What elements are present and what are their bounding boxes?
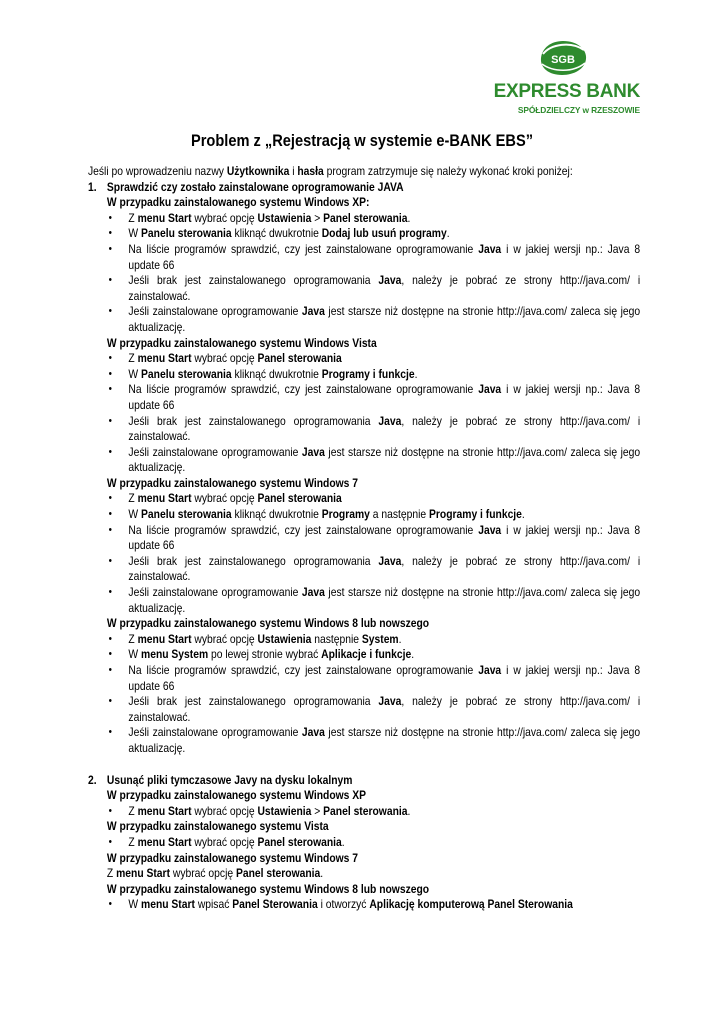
list-item: • W menu System po lewej stronie wybrać Aplikacje i funkcje. — [88, 647, 640, 663]
list-item: • Jeśli zainstalowane oprogramowanie Java jest starsze niż dostępne na stronie http://java.com/ zaleca się jego aktualizację. — [88, 585, 640, 616]
list-item: • Z menu Start wybrać opcję Ustawienia > Panel sterowania. — [88, 804, 640, 820]
logo-line1: EXPRESS BANK — [493, 81, 640, 102]
list-item: • Na liście programów sprawdzić, czy jest zainstalowane oprogramowanie Java i w jakiej wersji np.: Java 8 update 66 — [88, 523, 640, 554]
list-item: • Z menu Start wybrać opcję Panel sterowania — [88, 351, 640, 367]
subheading-windows-vista: W przypadku zainstalowanego systemu Vista — [106, 819, 329, 834]
bank-logo — [490, 38, 640, 118]
list-item: • Z menu Start wybrać opcję Ustawienia następnie System. — [88, 632, 640, 648]
step-heading: Usunąć pliki tymczasowe Javy na dysku lokalnym — [106, 772, 353, 787]
document-body — [88, 164, 640, 913]
paragraph-windows-7: Z menu Start wybrać opcję Panel sterowania. — [106, 866, 324, 881]
step-number: 1. — [88, 179, 97, 194]
list-item: • Z menu Start wybrać opcję Panel sterowania. — [88, 835, 640, 851]
list-windows-8 — [88, 897, 640, 913]
list-item: • W Panelu sterowania kliknąć dwukrotnie Dodaj lub usuń programy. — [88, 226, 640, 242]
subheading-windows-7: W przypadku zainstalowanego systemu Windows 7 — [106, 475, 358, 490]
subheading-windows-7: W przypadku zainstalowanego systemu Windows 7 — [106, 850, 358, 865]
list-windows-vista — [88, 351, 640, 476]
sgb-logo-icon — [537, 38, 589, 78]
subheading-windows-vista: W przypadku zainstalowanego systemu Windows Vista — [106, 335, 377, 350]
list-windows-8 — [88, 632, 640, 757]
list-item: • Jeśli brak jest zainstalowanego oprogramowania Java, należy je pobrać ze strony http://java.com/ i zainstalować. — [88, 414, 640, 445]
list-item: • Jeśli zainstalowane oprogramowanie Java jest starsze niż dostępne na stronie http://java.com/ zaleca się jego aktualizację. — [88, 445, 640, 476]
step-2 — [88, 773, 640, 789]
list-item: • Z menu Start wybrać opcję Panel sterowania — [88, 491, 640, 507]
list-item: • Z menu Start wybrać opcję Ustawienia > Panel sterowania. — [88, 211, 640, 227]
list-windows-vista — [88, 835, 640, 851]
list-windows-xp — [88, 804, 640, 820]
list-item: • Jeśli brak jest zainstalowanego oprogramowania Java, należy je pobrać ze strony http://java.com/ i zainstalować. — [88, 554, 640, 585]
intro-paragraph: Jeśli po wprowadzeniu nazwy Użytkownika i hasła program zatrzymuje się należy wykonać kroki poniżej: — [88, 164, 573, 178]
list-item: • W menu Start wpisać Panel Sterowania i otworzyć Aplikację komputerową Panel Sterowania — [88, 897, 640, 913]
list-item: • Jeśli brak jest zainstalowanego oprogramowania Java, należy je pobrać ze strony http://java.com/ i zainstalować. — [88, 694, 640, 725]
step-heading: Sprawdzić czy zostało zainstalowane oprogramowanie JAVA — [106, 179, 404, 194]
page-title: Problem z „Rejestracją w systemie e-BANK EBS” — [190, 131, 534, 150]
list-windows-xp — [88, 211, 640, 336]
subheading-windows-xp: W przypadku zainstalowanego systemu Windows XP: — [106, 195, 370, 210]
subheading-windows-8: W przypadku zainstalowanego systemu Windows 8 lub nowszego — [106, 616, 430, 631]
logo-line2: SPÓŁDZIELCZY w RZESZOWIE — [517, 105, 640, 115]
list-item: • Na liście programów sprawdzić, czy jest zainstalowane oprogramowanie Java i w jakiej wersji np.: Java 8 update 66 — [88, 663, 640, 694]
list-item: • W Panelu sterowania kliknąć dwukrotnie Programy a następnie Programy i funkcje. — [88, 507, 640, 523]
step-number: 2. — [88, 772, 97, 787]
list-item: • Na liście programów sprawdzić, czy jest zainstalowane oprogramowanie Java i w jakiej wersji np.: Java 8 update 66 — [88, 242, 640, 273]
subheading-windows-8: W przypadku zainstalowanego systemu Windows 8 lub nowszego — [106, 881, 430, 896]
logo-badge-text: SGB — [551, 54, 575, 66]
list-item: • W Panelu sterowania kliknąć dwukrotnie Programy i funkcje. — [88, 367, 640, 383]
list-item: • Na liście programów sprawdzić, czy jest zainstalowane oprogramowanie Java i w jakiej wersji np.: Java 8 update 66 — [88, 382, 640, 413]
list-item: • Jeśli zainstalowane oprogramowanie Java jest starsze niż dostępne na stronie http://java.com/ zaleca się jego aktualizację. — [88, 725, 640, 756]
subheading-windows-xp: W przypadku zainstalowanego systemu Windows XP — [106, 788, 367, 803]
step-1 — [88, 180, 640, 196]
list-windows-7 — [88, 491, 640, 616]
list-item: • Jeśli brak jest zainstalowanego oprogramowania Java, należy je pobrać ze strony http://java.com/ i zainstalować. — [88, 273, 640, 304]
list-item: • Jeśli zainstalowane oprogramowanie Java jest starsze niż dostępne na stronie http://java.com/ zaleca się jego aktualizację. — [88, 304, 640, 335]
